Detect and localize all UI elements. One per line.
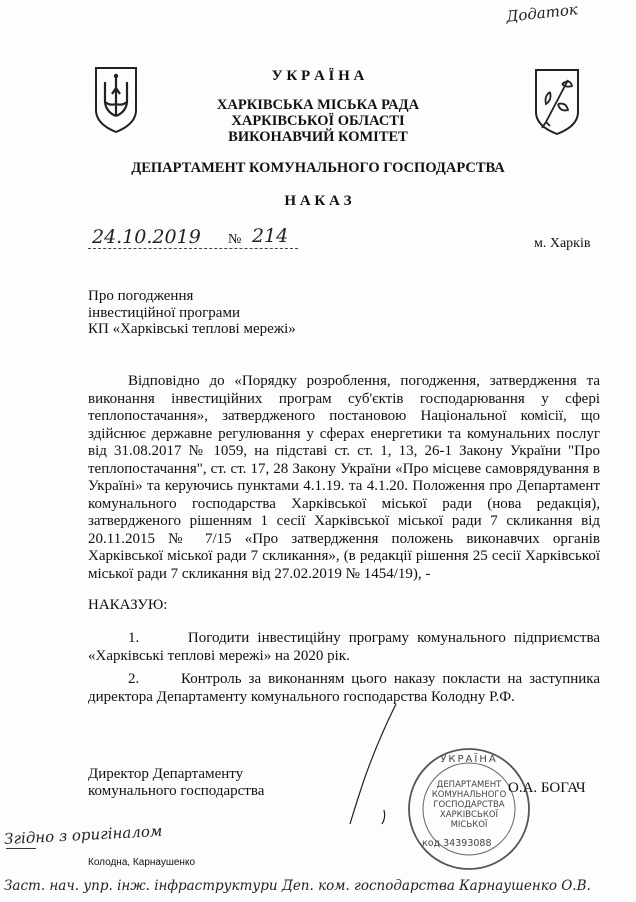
signatory-title [88,766,264,800]
handwritten-footer: Заст. нач. упр. інж. інфраструктури Деп. ком. господарства Карнаушенко О.В. [4,878,591,894]
order-word: НАКАЗУЮ: [88,597,168,613]
country-title: У К Р А Ї Н А [271,68,365,84]
department-title: ДЕПАРТАМЕНТ КОМУНАЛЬНОГО ГОСПОДАРСТВА [131,160,505,176]
city-name: м. Харків [534,236,591,251]
stamp-line: МІСЬКОЇ [450,820,488,830]
order-date: 24.10.2019 [92,226,201,248]
council-name-line3: ВИКОНАВЧИЙ КОМІТЕТ [228,129,408,145]
subject-line: КП «Харківські теплові мережі» [88,321,296,337]
stamp-line: ГОСПОДАРСТВА [433,800,505,810]
item-number: 1. [128,630,140,646]
date-number-underline [88,248,298,249]
handwritten-certification: Згідно з оригіналом [3,821,163,849]
order-item [88,630,600,665]
signatory-title-line: комунального господарства [88,783,265,799]
stamp-line: ДЕПАРТАМЕНТ [436,780,502,790]
official-stamp [404,744,534,874]
handwritten-signature [344,700,404,835]
item-text: Контроль за виконанням цього наказу покласти на заступника директора Департаменту комунального господарства Колодну Р.Ф. [88,671,601,705]
handwritten-annex-note: Додаток [505,0,579,26]
number-label: № [228,232,242,247]
subject-line: Про погодження [88,288,194,304]
executor-names: Колодна, Карнаушенко [88,857,196,868]
item-number: 2. [128,671,140,687]
document-type: Н А К А З [284,193,352,209]
subject-line: інвестиційної програми [88,304,240,321]
note-underline [6,848,36,849]
council-name-line1: ХАРКІВСЬКА МІСЬКА РАДА [216,97,420,113]
stamp-code: код 34393088 [422,838,492,849]
signatory-name: О.А. БОГАЧ [508,780,586,796]
stamp-top-text: УКРАЇНА [440,754,498,765]
council-name-line2: ХАРКІВСЬКОЇ ОБЛАСТІ [231,113,405,129]
preamble-paragraph [88,373,600,583]
item-text: Погодити інвестиційну програму комунального підприємства «Харківські теплові мережі» на 2020 рік. [88,630,600,664]
preamble-text: Відповідно до «Порядку розроблення, погодження, затвердження та виконання інвестиційних програм суб'єктів господарювання у сфері теплопостачання», затвердженого постановою Національної комісії, що здійснює державне регулювання у сферах енергетики та комунальних послуг від 31.08.2017 № 1059, на підставі ст. ст. 1, 13, 26-1 Закону України "Про теплопостачання", ст. ст. 17, 28 Закону України «Про місцеве самоврядування в Україні» та керуючись пунктами 4.1.19. та 4.1.20. Положення про Департамент комунального господарства Харківської міської ради (нова редакція), затвердженого рішенням 1 сесії Харківської міської ради 7 скликання від 20.11.2015 № 7/15 «Про затвердження положень виконавчих органів Харківської міської ради 7 скликання», (в редакції рішення 25 сесії Харківської міської ради 7 скликання від 27.02.2019 № 1454/19), - [88,373,600,582]
stamp-line: КОМУНАЛЬНОГО [431,790,507,800]
subject-block [88,288,296,338]
order-number: 214 [252,225,289,247]
signatory-title-line: Директор Департаменту [88,766,244,782]
stamp-line: ХАРКІВСЬКОЇ [439,810,499,820]
